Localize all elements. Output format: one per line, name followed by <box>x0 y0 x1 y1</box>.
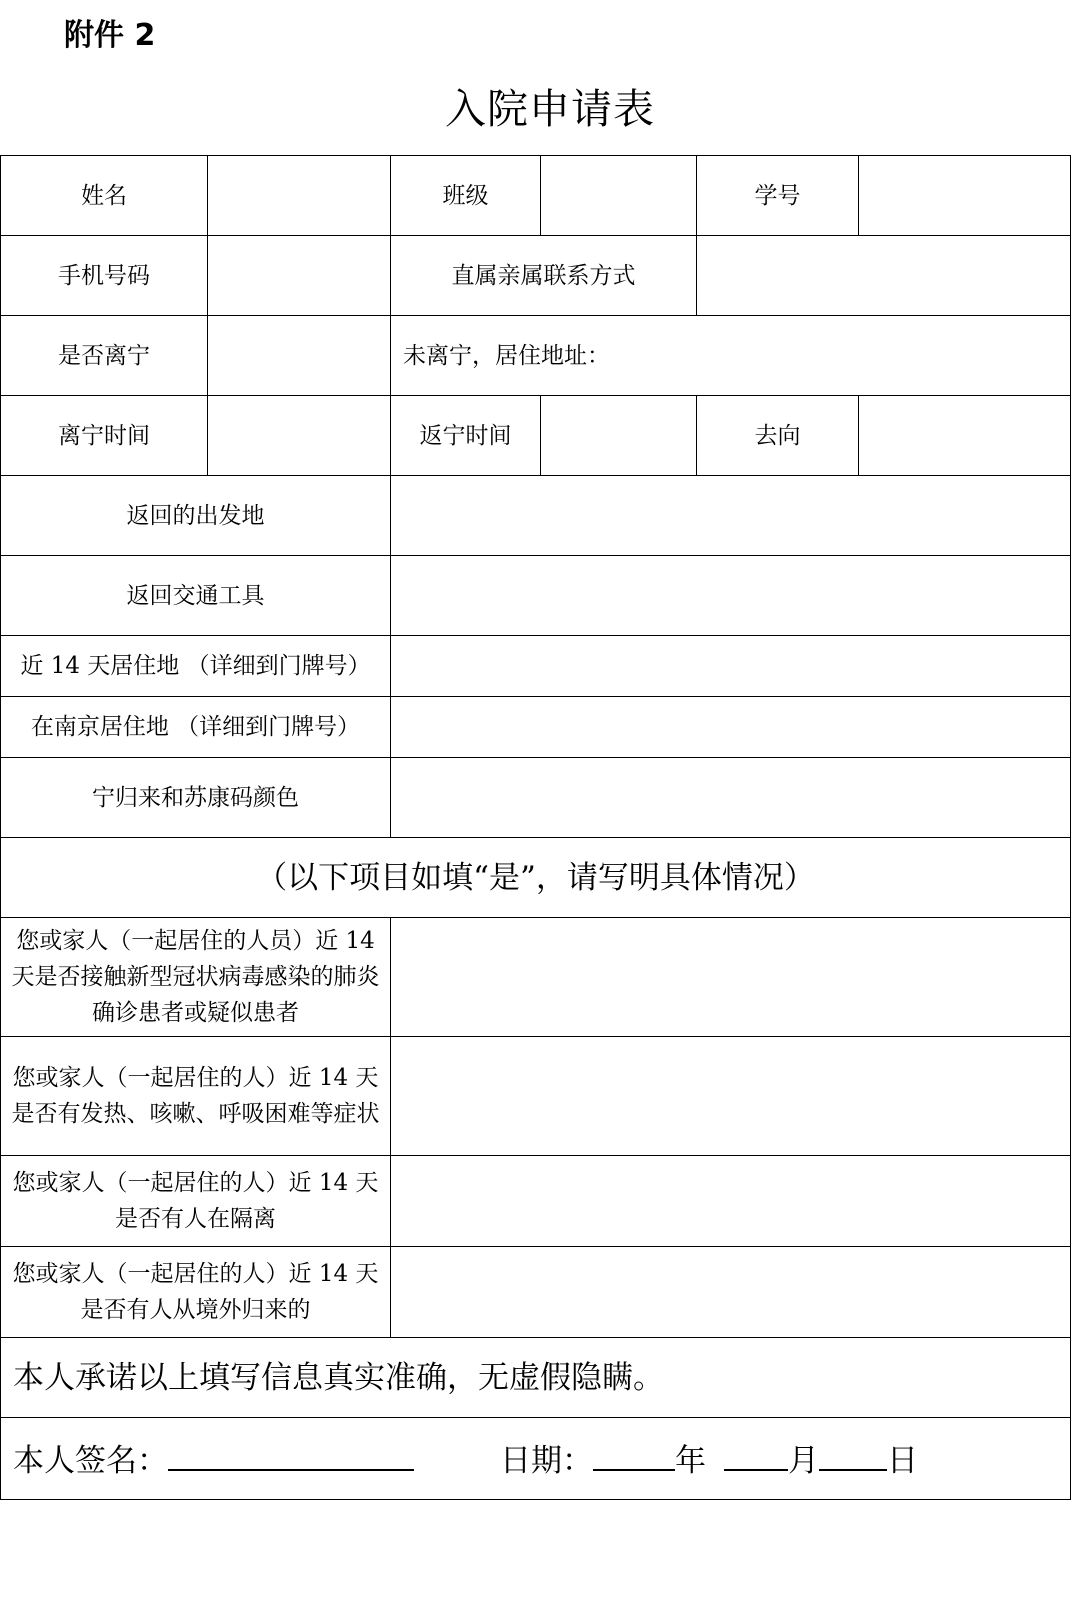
table-row <box>1 236 1071 316</box>
destination-label: 去向 <box>697 396 859 476</box>
relative-contact-input-cell[interactable] <box>697 236 1071 316</box>
transport-label: 返回交通工具 <box>1 556 391 636</box>
left-nanjing-input-cell[interactable] <box>208 316 391 396</box>
month-blank[interactable] <box>724 1439 788 1471</box>
residence-14d-input-cell[interactable] <box>391 636 1071 697</box>
departure-place-input-cell[interactable] <box>391 476 1071 556</box>
signature-row <box>1 1418 1071 1500</box>
table-row <box>1 1037 1071 1156</box>
table-row <box>1 476 1071 556</box>
nanjing-residence-input-cell[interactable] <box>391 697 1071 758</box>
day-label: 日 <box>887 1442 918 1479</box>
table-row <box>1 396 1071 476</box>
month-label: 月 <box>788 1442 819 1479</box>
health-code-label: 宁归来和苏康码颜色 <box>1 758 391 838</box>
table-row <box>1 918 1071 1037</box>
table-row <box>1 697 1071 758</box>
not-left-address-cell[interactable]: 未离宁，居住地址： <box>391 316 1071 396</box>
return-time-input-cell[interactable] <box>541 396 697 476</box>
phone-label: 手机号码 <box>1 236 208 316</box>
application-form-table <box>0 155 1071 1500</box>
return-time-label: 返宁时间 <box>391 396 541 476</box>
question-overseas-label: 您或家人（一起居住的人）近 14 天是否有人从境外归来的 <box>1 1247 391 1338</box>
class-input-cell[interactable] <box>541 156 697 236</box>
form-title: 入院申请表 <box>445 85 655 133</box>
table-row <box>1 1156 1071 1247</box>
table-row <box>1 316 1071 396</box>
name-input-cell[interactable] <box>208 156 391 236</box>
residence-14d-label: 近 14 天居住地 （详细到门牌号） <box>1 636 391 697</box>
departure-place-label: 返回的出发地 <box>1 476 391 556</box>
name-label: 姓名 <box>1 156 208 236</box>
signature-blank[interactable] <box>168 1439 414 1471</box>
question-quarantine-input-cell[interactable] <box>391 1156 1071 1247</box>
destination-input-cell[interactable] <box>859 396 1071 476</box>
question-symptoms-label: 您或家人（一起居住的人）近 14 天是否有发热、咳嗽、呼吸困难等症状 <box>1 1037 391 1156</box>
question-overseas-input-cell[interactable] <box>391 1247 1071 1338</box>
notice-text: （以下项目如填“是”，请写明具体情况） <box>1 838 1071 918</box>
table-row <box>1 758 1071 838</box>
health-code-input-cell[interactable] <box>391 758 1071 838</box>
table-row <box>1 838 1071 918</box>
nanjing-residence-label: 在南京居住地 （详细到门牌号） <box>1 697 391 758</box>
signature-label: 本人签名： <box>13 1442 168 1479</box>
phone-input-cell[interactable] <box>208 236 391 316</box>
question-quarantine-label: 您或家人（一起居住的人）近 14 天是否有人在隔离 <box>1 1156 391 1247</box>
year-blank[interactable] <box>593 1439 675 1471</box>
table-row <box>1 636 1071 697</box>
attachment-label: 附件 2 <box>64 18 156 53</box>
year-label: 年 <box>675 1442 706 1479</box>
day-blank[interactable] <box>819 1439 887 1471</box>
relative-contact-label: 直属亲属联系方式 <box>391 236 697 316</box>
question-symptoms-input-cell[interactable] <box>391 1037 1071 1156</box>
student-id-label: 学号 <box>697 156 859 236</box>
table-row <box>1 1338 1071 1418</box>
table-row <box>1 156 1071 236</box>
leave-time-label: 离宁时间 <box>1 396 208 476</box>
student-id-input-cell[interactable] <box>859 156 1071 236</box>
leave-time-input-cell[interactable] <box>208 396 391 476</box>
class-label: 班级 <box>391 156 541 236</box>
question-contact-input-cell[interactable] <box>391 918 1071 1037</box>
table-row <box>1 556 1071 636</box>
left-nanjing-label: 是否离宁 <box>1 316 208 396</box>
question-contact-label: 您或家人（一起居住的人员）近 14 天是否接触新型冠状病毒感染的肺炎确诊患者或疑似患者 <box>1 918 391 1037</box>
table-row <box>1 1247 1071 1338</box>
transport-input-cell[interactable] <box>391 556 1071 636</box>
table-row <box>1 1418 1071 1500</box>
date-label: 日期： <box>500 1442 593 1479</box>
commitment-statement: 本人承诺以上填写信息真实准确，无虚假隐瞒。 <box>1 1338 1071 1418</box>
